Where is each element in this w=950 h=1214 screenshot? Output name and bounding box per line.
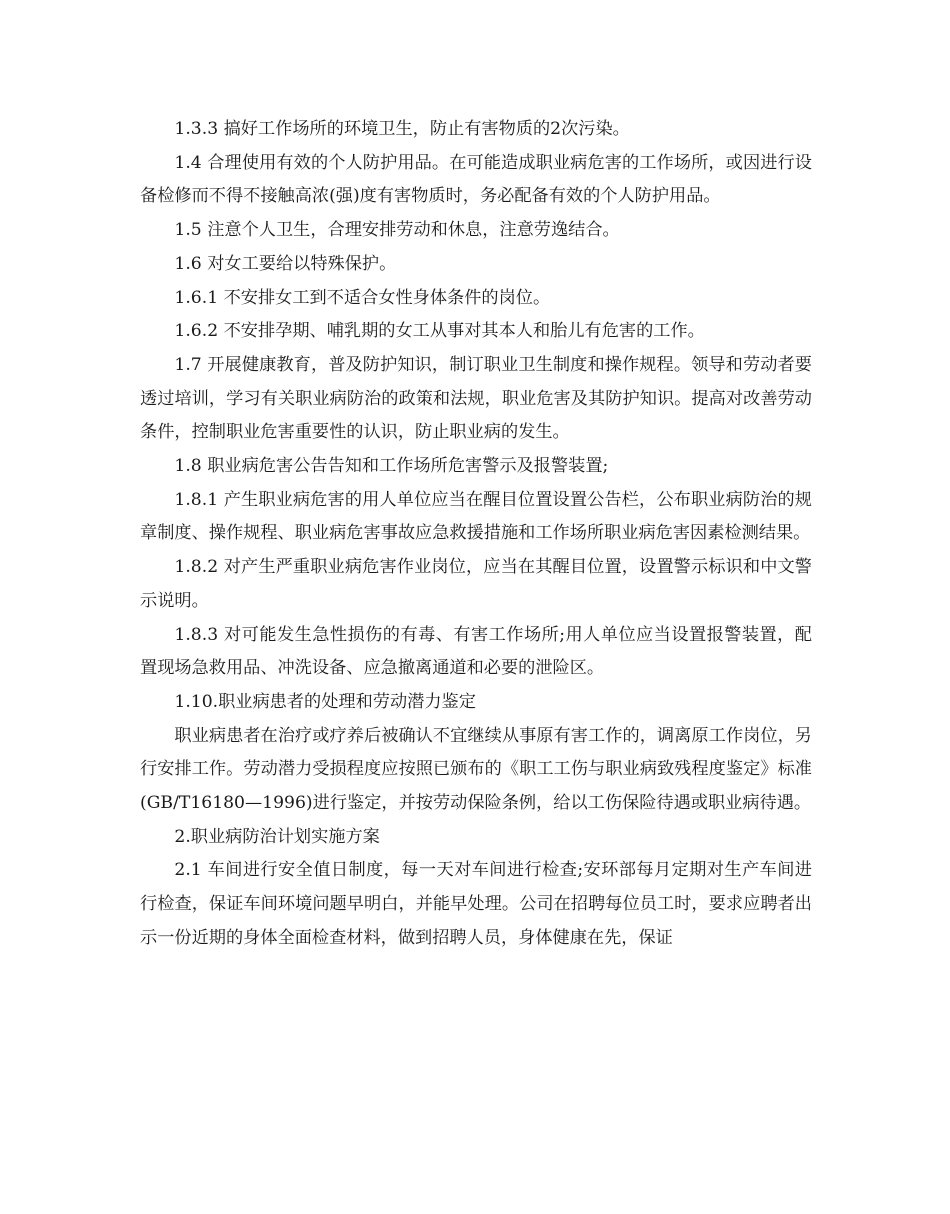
paragraph-2: 2.职业病防治计划实施方案: [174, 826, 380, 847]
paragraph-1-10: 1.10.职业病患者的处理和劳动潜力鉴定: [174, 691, 476, 712]
paragraph-1-8-1: 1.8.1 产生职业病危害的用人单位应当在醒目位置设置公告栏，公布职业病防治的规章制度、操作规程、职业病危害事故应急救援措施和工作场所职业病危害因素检测结果。: [140, 489, 812, 544]
paragraph-patient-handling: 职业病患者在治疗或疗养后被确认不宜继续从事原有害工作的，调离原工作岗位，另行安排工作。劳动潜力受损程度应按照已颁布的《职工工伤与职业病致残程度鉴定》标准(GB/T16180—1996)进行鉴定，并按劳动保险条例，给以工伤保险待遇或职业病待遇。: [140, 725, 812, 814]
paragraph-1-8-3: 1.8.3 对可能发生急性损伤的有毒、有害工作场所;用人单位应当设置报警装置，配置现场急救用品、冲洗设备、应急撤离通道和必要的泄险区。: [140, 624, 812, 679]
paragraph-1-6: 1.6 对女工要给以特殊保护。: [174, 253, 397, 274]
body-text: [140, 113, 812, 956]
paragraph-1-8: 1.8 职业病危害公告告知和工作场所危害警示及报警装置;: [174, 456, 609, 477]
paragraph-1-7: 1.7 开展健康教育，普及防护知识，制订职业卫生制度和操作规程。领导和劳动者要透过培训，学习有关职业病防治的政策和法规，职业危害及其防护知识。提高对改善劳动条件，控制职业危害重要性的认识，防止职业病的发生。: [140, 354, 812, 443]
paragraph-1-3-3: 1.3.3 搞好工作场所的环境卫生，防止有害物质的2次污染。: [174, 119, 630, 139]
paragraph-2-1: 2.1 车间进行安全值日制度，每一天对车间进行检查;安环部每月定期对生产车间进行检查，保证车间环境问题早明白，并能早处理。公司在招聘每位员工时，要求应聘者出示一份近期的身体全面检查材料，做到招聘人员，身体健康在先，保证: [140, 860, 812, 948]
paragraph-1-5: 1.5 注意个人卫生，合理安排劳动和休息，注意劳逸结合。: [174, 220, 620, 241]
paragraph-1-8-2: 1.8.2 对产生严重职业病危害作业岗位，应当在其醒目位置，设置警示标识和中文警示说明。: [140, 557, 812, 611]
paragraph-1-6-2: 1.6.2 不安排孕期、哺乳期的女工从事对其本人和胎儿有危害的工作。: [174, 321, 705, 342]
paragraph-1-6-1: 1.6.1 不安排女工到不适合女性身体条件的岗位。: [174, 287, 551, 308]
paragraph-1-4: 1.4 合理使用有效的个人防护用品。在可能造成职业病危害的工作场所，或因进行设备检修而不得不接触高浓(强)度有害物质时，务必配备有效的个人防护用品。: [140, 152, 812, 207]
